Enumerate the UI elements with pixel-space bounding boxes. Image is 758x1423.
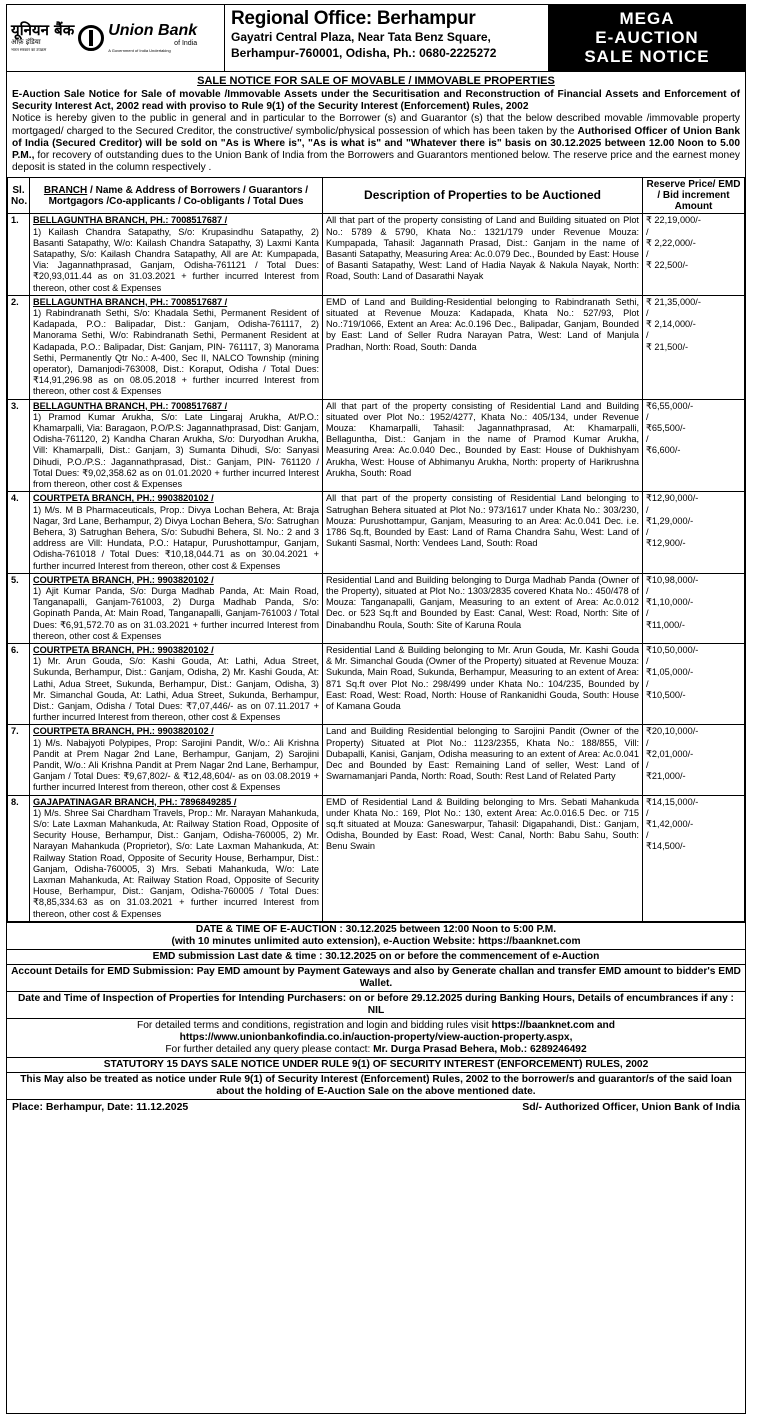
row-bid-increment: ₹12,900/-: [646, 538, 686, 549]
row-emd: ₹1,29,000/-: [646, 515, 694, 526]
intro-paragraph-c: for recovery of outstanding dues to the Union Bank of India from the Borrowers and Guarantors mentioned below. The reserve price and the earnest money deposit is stated in the column respectively .: [12, 150, 740, 174]
row-sl: 8.: [8, 795, 30, 921]
row-bid-increment: ₹6,600/-: [646, 445, 681, 456]
row-borrowers-cell: [30, 643, 323, 724]
office-address-line2: Berhampur-760001, Odisha, Ph.: 0680-2225272: [231, 46, 497, 60]
row-price-cell: ₹14,15,000/- / ₹1,42,000/- / ₹14,500/-: [643, 795, 745, 921]
col-header-description: Description of Properties to be Auctioned: [323, 178, 643, 214]
sub-title: SALE NOTICE FOR SALE OF MOVABLE / IMMOVABLE PROPERTIES: [197, 75, 555, 87]
enquiry-contact: Mr. Durga Prasad Behera, Mob.: 6289246492: [373, 1043, 587, 1055]
row-borrowers-cell: [30, 795, 323, 921]
row-reserve-price: ₹12,90,000/-: [646, 493, 699, 504]
row-branch: BELLAGUNTHA BRANCH, PH.: 7008517687 /: [33, 400, 228, 411]
terms-link-baanknet[interactable]: https://baanknet.com: [491, 1019, 594, 1031]
row-description: Land and Building Residential belonging to Sarojini Pandit (Owner of the Property) Situated at Plot No.: 1123/2355, Khata No.: 188/855, Vill: Dubapalli, Kanisi, Ganjam, Odisha measuring to an extent of Area: Ac.0.041 Dec and Bounded by East: Remaining Land of seller, West: Land of Swarnamanjari Panda, North: Road, South: Rest Land of Related Party: [323, 725, 643, 795]
row-reserve-price: ₹6,55,000/-: [646, 400, 694, 411]
row-branch: COURTPETA BRANCH, PH.: 9903820102 /: [33, 726, 214, 737]
logo-english-text: Union Bank: [108, 21, 198, 39]
table-row: [8, 573, 745, 643]
regional-office-block: [225, 5, 549, 71]
logo-english-block: [108, 23, 197, 54]
row-price-cell: ₹12,90,000/- / ₹1,29,000/- / ₹12,900/-: [643, 492, 745, 573]
row-emd: ₹2,01,000/-: [646, 748, 694, 759]
row-bid-increment: ₹ 21,500/-: [646, 341, 689, 352]
row-sl: 7.: [8, 725, 30, 795]
office-title: Regional Office: Berhampur: [231, 8, 476, 29]
mega-line1: MEGA: [619, 9, 675, 28]
table-row: [8, 795, 745, 921]
row-borrowers: 1) Ajit Kumar Panda, S/o: Durga Madhab Panda, At: Main Road, Tanganapalli, Ganjam-761003, 2) Durga Madhab Panda, S/o: Gopinath Panda, At: Main Road, Tanganapalli, Ganjam-761003 / Total Dues: ₹6,91,572.70 as on 31.03.2021 + further incurred Interest from thereon, other cost & Expenses: [33, 585, 319, 641]
row-description: All that part of the property consisting of Land and Building situated on Plot No.: 5789 & 5790, Khata No.: 1321/179 under Revenue Mouza: Kumpapada, Tahasil: Jagannath Prasad, Dist.: Ganjam in the name of Basanti Satapathy, Measuring Area: Ac.0.079 Dec., Bounded by East: House of Basanti Satapathy, West: Land of Hadia Nayak & Nakula Nayak, North: Road, South: Land of Dasarathi Nayak: [323, 214, 643, 295]
intro-bold-paragraph: E-Auction Sale Notice for Sale of movable /Immovable Assets under the Securitisation and Reconstruction of Financial Assets and Enforcement of Security Interest Act, 2002 read with proviso to Rule 9(1) of the Security Interest (Enforcement) Rules, 2002: [12, 89, 740, 113]
row-borrowers-cell: [30, 399, 323, 492]
row-emd: ₹1,05,000/-: [646, 667, 694, 678]
row-reserve-price: ₹ 22,19,000/-: [646, 215, 701, 226]
row-reserve-price: ₹10,50,000/-: [646, 644, 699, 655]
row-emd: ₹ 2,22,000/-: [646, 237, 696, 248]
statutory-notice-title: STATUTORY 15 DAYS SALE NOTICE UNDER RULE 9(1) OF SECURITY INTEREST (ENFORCEMENT) RULES, 2002: [7, 1057, 745, 1072]
signature-row: [7, 1099, 745, 1114]
terms-and: and: [594, 1019, 615, 1031]
row-price-cell: ₹ 21,35,000/- / ₹ 2,14,000/- / ₹ 21,500/-: [643, 295, 745, 399]
mega-auction-banner: [549, 5, 745, 71]
emd-account-details: Account Details for EMD Submission: Pay EMD amount by Payment Gateways and also by Generate challan and transfer EMD amount to bidder's EMD Wallet.: [7, 964, 745, 991]
table-row: [8, 725, 745, 795]
table-row: [8, 295, 745, 399]
row-reserve-price: ₹14,15,000/-: [646, 796, 699, 807]
row-emd: ₹1,10,000/-: [646, 597, 694, 608]
row-borrowers-cell: [30, 214, 323, 295]
auction-website-line: (with 10 minutes unlimited auto extension), e-Auction Website: https://baanknet.com: [171, 935, 581, 947]
row-sl: 1.: [8, 214, 30, 295]
property-table: [7, 177, 745, 921]
logo-hindi-text: यूनियन बैंक: [11, 21, 75, 39]
row-description: All that part of the property consisting of Residential Land belonging to Satrughan Behera situated at Plot No.: 973/1617 under Khata No.: 303/230, Mouza: Purushottampur, Ganjam, Measuring to an Area: Ac.0.041 Dec. i.e. 1786 Sq.ft, Bounded by East: Land of Rama Chandra Sahu, West: Land of Sukanti Sasmal, North: Vendees Land, South: Road: [323, 492, 643, 573]
union-bank-logo: [7, 5, 225, 71]
row-reserve-price: ₹ 21,35,000/-: [646, 296, 701, 307]
union-bank-emblem-icon: [78, 25, 104, 51]
sale-notice-page: [6, 4, 746, 1414]
mega-line3: SALE NOTICE: [584, 47, 710, 66]
row-borrowers-cell: [30, 295, 323, 399]
row-sl: 2.: [8, 295, 30, 399]
row-branch: BELLAGUNTHA BRANCH, PH.: 7008517687 /: [33, 296, 228, 307]
row-borrowers: 1) Pramod Kumar Arukha, S/o: Late Lingaraj Arukha, At/P.O.: Khamarpalli, Via: Baragaon, P.O/P.S: Jagannathprasad, Dist: Ganjam, Odisha-761120, 2) Kandha Charan Arukha, S/o: Duryodhan Arukha, Vill: Khamarpalli, Dist.: Ganjam, 3) Sumanta Dihudi, S/o: Sanyasi Dihudi, P.O./P.S.: Jagannathprasad, Dist.: Ganjam, PIN- 761120 / Total Dues: ₹9,02,358.62 as on 01.01.2020 + further incurred Interest from thereon, other cost & Expenses: [33, 411, 319, 490]
table-row: [8, 643, 745, 724]
intro-notice: [7, 88, 745, 177]
emd-last-date: EMD submission Last date & time : 30.12.2025 on or before the commencement of e-Auction: [7, 949, 745, 964]
row-borrowers: 1) M/s. Shree Sai Chardham Travels, Prop.: Mr. Narayan Mahankuda, S/o: Late Laxman Mahankuda, At: Railway Station Road, Opposite of Security House, Berhampur, Dist.: Ganjam, Odisha-760005, 2) Mr. Narayan Mahankuda (Proprietor), S/o: Late Laxman Mahankuda, At: Railway Station Road, Opposite of Security House, Berhampur, Dist.: Ganjam, Odisha-760005, 3) Mrs. Sebati Mahankuda, W/o: Late Laxman Mahankuda, At: Railway Station Road, Opposite of Security House, Berhampur, Dist.: Ganjam, Odisha-760005 / Total Dues: ₹8,85,334.63 as on 31.03.2021 + further incurred Interest from thereon, other cost & Expenses: [33, 807, 319, 919]
row-borrowers: 1) M/s. M B Pharmaceuticals, Prop.: Divya Lochan Behera, At: Braja Nagar, 3rd Lane, Berhampur, 2) Divya Lochan Behera, S/o: Satrughan Behera, 3) Satrughan Behera, S/o: Subudhi Behera, Sl. No.: 2 and 3 address are Vill: Hundata, P.O.: Hatapur, Purushottampur, Ganjam, Odisha-761018 / Total Dues: ₹10,18,044.71 as on 30.04.2021 + further incurred Interest from thereon, other cost & Expenses: [33, 504, 320, 571]
auction-date-line: DATE & TIME OF E-AUCTION : 30.12.2025 between 12:00 Noon to 5:00 P.M.: [195, 923, 557, 935]
terms-block: [7, 1018, 745, 1057]
row-branch: GAJAPATINAGAR BRANCH, PH.: 7896849285 /: [33, 796, 237, 807]
logo-hindi-sub: ऑफ़ इंडिया: [11, 38, 41, 46]
rule-notice: This May also be treated as notice under Rule 9(1) of Security Interest (Enforcement) Rules, 2002 to the borrower/s and guarantor/s of the said loan about the holding of E-Auction Sale on the above mentioned date.: [7, 1072, 745, 1099]
row-bid-increment: ₹10,500/-: [646, 689, 686, 700]
row-emd: ₹1,42,000/-: [646, 818, 694, 829]
col-header-branch: BRANCH: [43, 184, 88, 196]
col-header-borrowers-text: / Name & Address of Borrowers / Guarantors / Mortgagors /Co-applicants / Co-obligants / Total Dues: [48, 184, 309, 207]
logo-tagline-english: A Government of India Undertaking: [108, 47, 171, 53]
col-header-borrowers: [30, 178, 323, 214]
row-emd: ₹ 2,14,000/-: [646, 319, 696, 330]
col-header-sl: Sl. No.: [8, 178, 30, 214]
table-header-row: [8, 178, 745, 214]
row-branch: BELLAGUNTHA BRANCH, PH.: 7008517687 /: [33, 215, 228, 226]
table-row: [8, 492, 745, 573]
row-bid-increment: ₹21,000/-: [646, 771, 686, 782]
row-sl: 6.: [8, 643, 30, 724]
intro-paragraph-a: Notice is hereby given to the public in general and in particular to the Borrower (s) and Guarantor (s) that the below described movable /immovable property mortgaged/ charged to the Secured Creditor, the constructive/ symbolic/physical possession of which has been taken by the: [12, 113, 740, 137]
row-sl: 4.: [8, 492, 30, 573]
row-price-cell: ₹ 22,19,000/- / ₹ 2,22,000/- / ₹ 22,500/-: [643, 214, 745, 295]
table-row: [8, 214, 745, 295]
row-description: All that part of the property consisting of Residential Land and Building situated over Plot No.: 1952/4277, Khata No.: 405/134, under Revenue Mouza: Khamarpalli, Tahasil: Jagannathprasad, At: Khamarpalli, Bellaguntha, Dist.: Ganjam in the name of Pramod Kumar Arukha, Measuring Area: Ac.0.040 Dec., Bounded by East: House of Dukhishyam Arukha, West: House of Abhimanyu Arukha, North: property of Harikrushna Arukha, South: Road: [323, 399, 643, 492]
place-date: Place: Berhampur, Date: 11.12.2025: [12, 1100, 189, 1113]
auction-date-block: [7, 922, 745, 949]
terms-link-unionbank[interactable]: https://www.unionbankofindia.co.in/auction-property/view-auction-property.aspx,: [179, 1031, 573, 1043]
terms-text: For detailed terms and conditions, registration and login and bidding rules visit: [137, 1019, 492, 1031]
notice-header: [7, 5, 745, 72]
table-row: [8, 399, 745, 492]
row-sl: 5.: [8, 573, 30, 643]
row-description: Residential Land & Building belonging to Mr. Arun Gouda, Mr. Kashi Gouda & Mr. Simanchal Gouda (Owner of the Property) situated at Revenue Mouza: Sukunda, Main Road, Sukunda, Berhampur, Measuring to an extent of Area: 871 Sq.ft over Plot No.: 298/499 under Khata No.: 104/235, Bounded by East: Road, West: Road, North: House of Rankanidhi Gouda, South: House of Kamana Gouda: [323, 643, 643, 724]
enquiry-text: For further detailed any query please contact:: [165, 1043, 374, 1055]
row-borrowers-cell: [30, 492, 323, 573]
row-bid-increment: ₹14,500/-: [646, 841, 686, 852]
logo-tagline-hindi: भारत सरकार का उपक्रम: [11, 47, 47, 52]
row-reserve-price: ₹20,10,000/-: [646, 726, 699, 737]
row-price-cell: ₹20,10,000/- / ₹2,01,000/- / ₹21,000/-: [643, 725, 745, 795]
row-reserve-price: ₹10,98,000/-: [646, 574, 699, 585]
row-borrowers: 1) M/s. Nabajyoti Polypipes, Prop: Sarojini Pandit, W/o.: Ali Krishna Pandit at Prem Nagar 2nd Lane, Berhampur, Ganjam, 2) Sarojini Pandit, W/o.: Ali Krishna Pandit at Prem Nagar 2nd Lane, Berhampur, Ganjam / Total Dues: ₹9,67,802/- & ₹12,48,604/- as on 03.08.2019 + further incurred Interest from thereon, other cost & Expenses: [33, 737, 319, 793]
row-sl: 3.: [8, 399, 30, 492]
row-price-cell: ₹10,98,000/- / ₹1,10,000/- / ₹11,000/-: [643, 573, 745, 643]
row-price-cell: ₹10,50,000/- / ₹1,05,000/- / ₹10,500/-: [643, 643, 745, 724]
row-borrowers-cell: [30, 725, 323, 795]
row-branch: COURTPETA BRANCH, PH.: 9903820102 /: [33, 574, 214, 585]
row-description: Residential Land and Building belonging to Durga Madhab Panda (Owner of the Property), situated at Plot No.: 1303/2835 covered Khata No.: 450/478 of Mouza: Tanganapalli, Ganjam, Measuring to an extent of Area: Ac.0.012 Dec. or 523 Sq.ft and Bounded by East: Canal, West: Road, North: Site of Dinabandhu Roula, South: Site of Karuna Roula: [323, 573, 643, 643]
inspection-details: Date and Time of Inspection of Properties for Intending Purchasers: on or before 29.12.2025 during Banking Hours, Details of encumbrances if any : NIL: [7, 991, 745, 1018]
row-bid-increment: ₹11,000/-: [646, 619, 685, 630]
row-branch: COURTPETA BRANCH, PH.: 9903820102 /: [33, 493, 214, 504]
row-borrowers: 1) Rabindranath Sethi, S/o: Khadala Sethi, Permanent Resident of Kadapada, P.O.: Balipadar, Dist.: Ganjam, Odisha-761117, 2) Manorama Sethi, W/o: Rabindranath Sethi, Permanent Resident at Kadapada, P.O.: Balipadar, Dist: Ganjam, PIN- 761117, 3) Manorama Sethi, Permanently Qtr No.: A-400, Sec II, NALCO Township (mining operator), Damanjodi-763008, Dist.: Koraput, Odisha / Total Dues: ₹14,91,296.98 as on 08.05.2018 + further incurred Interest from thereon, other cost & Expenses: [33, 308, 319, 397]
logo-hindi-block: [11, 23, 74, 53]
row-description: EMD of Land and Building-Residential belonging to Rabindranath Sethi, situated at Revenue Mouza: Kadapada, Khata No.: 527/93, Plot No.:719/1066, Extent an Area: Ac.0.196 Dec., Balipadar, Ganjam, Bounded by East: Land of Seller Rudra Narayan Patra, West: Land of Manjula Pradhan, North: Road, South: Danda: [323, 295, 643, 399]
row-borrowers: 1) Kailash Chandra Satapathy, S/o: Krupasindhu Satapathy, 2) Basanti Satapathy, W/o: Kailash Chandra Satapathy, 3) Laxmi Kanta Satapathy, S/o: Kailash Chandra Satapathy, All are At: Kumpapada, Via: Jagannathprasad, Ganjam, Odisha-761121 / Total Dues: ₹20,93,011.44 as on 31.03.2021 + further incurred Interest from thereon, other cost & Expenses: [33, 226, 319, 293]
intro-paragraph-b: Authorised Officer of Union Bank of India (Secured Creditor) will be sold on "As is Where is", "As is what is" and "Whatever there is" basis on 30.12.2025 between 12.00 Noon to 5.00 P.M.,: [12, 125, 740, 162]
row-borrowers: 1) Mr. Arun Gouda, S/o: Kashi Gouda, At: Lathi, Adua Street, Sukunda, Berhampur, Dist.: Ganjam, Odisha, 2) Mr. Kashi Gouda, At: Lathi, Adua Street, Sukunda, Berhampur, Dist.: Ganjam, Odisha, 3) Mr. Simanchal Gouda, At: Lathi, Adua Street, Sukunda, Berhampur, Dist.: Ganjam, Odisha / Total Dues: ₹7,07,446/- as on 07.11.2017 + further incurred Interest from thereon, other cost & Expenses: [33, 656, 319, 723]
row-branch: COURTPETA BRANCH, PH.: 9903820102 /: [33, 644, 214, 655]
col-header-price: Reserve Price/ EMD / Bid increment Amount: [643, 178, 745, 214]
row-emd: ₹65,500/-: [646, 423, 686, 434]
logo-english-sub: of India: [174, 39, 198, 47]
authorized-signatory: Sd/- Authorized Officer, Union Bank of India: [522, 1100, 740, 1113]
row-description: EMD of Residential Land & Building belonging to Mrs. Sebati Mahankuda under Khata No.: 169, Plot No.: 130, extent Area: Ac.0.016.5 Dec. or 715 sq.ft situated at Mouza: Ganeswarpur, Tahasil: Digapahandi, Dist.: Ganjam, Odisha, Bounded by East: Road, West: Canal, North: Babu Sahu, South: Benu Swain: [323, 795, 643, 921]
row-bid-increment: ₹ 22,500/-: [646, 260, 689, 271]
row-price-cell: ₹6,55,000/- / ₹65,500/- / ₹6,600/-: [643, 399, 745, 492]
mega-line2: E-AUCTION: [595, 28, 699, 47]
row-borrowers-cell: [30, 573, 323, 643]
office-address-line1: Gayatri Central Plaza, Near Tata Benz Square,: [231, 30, 491, 44]
